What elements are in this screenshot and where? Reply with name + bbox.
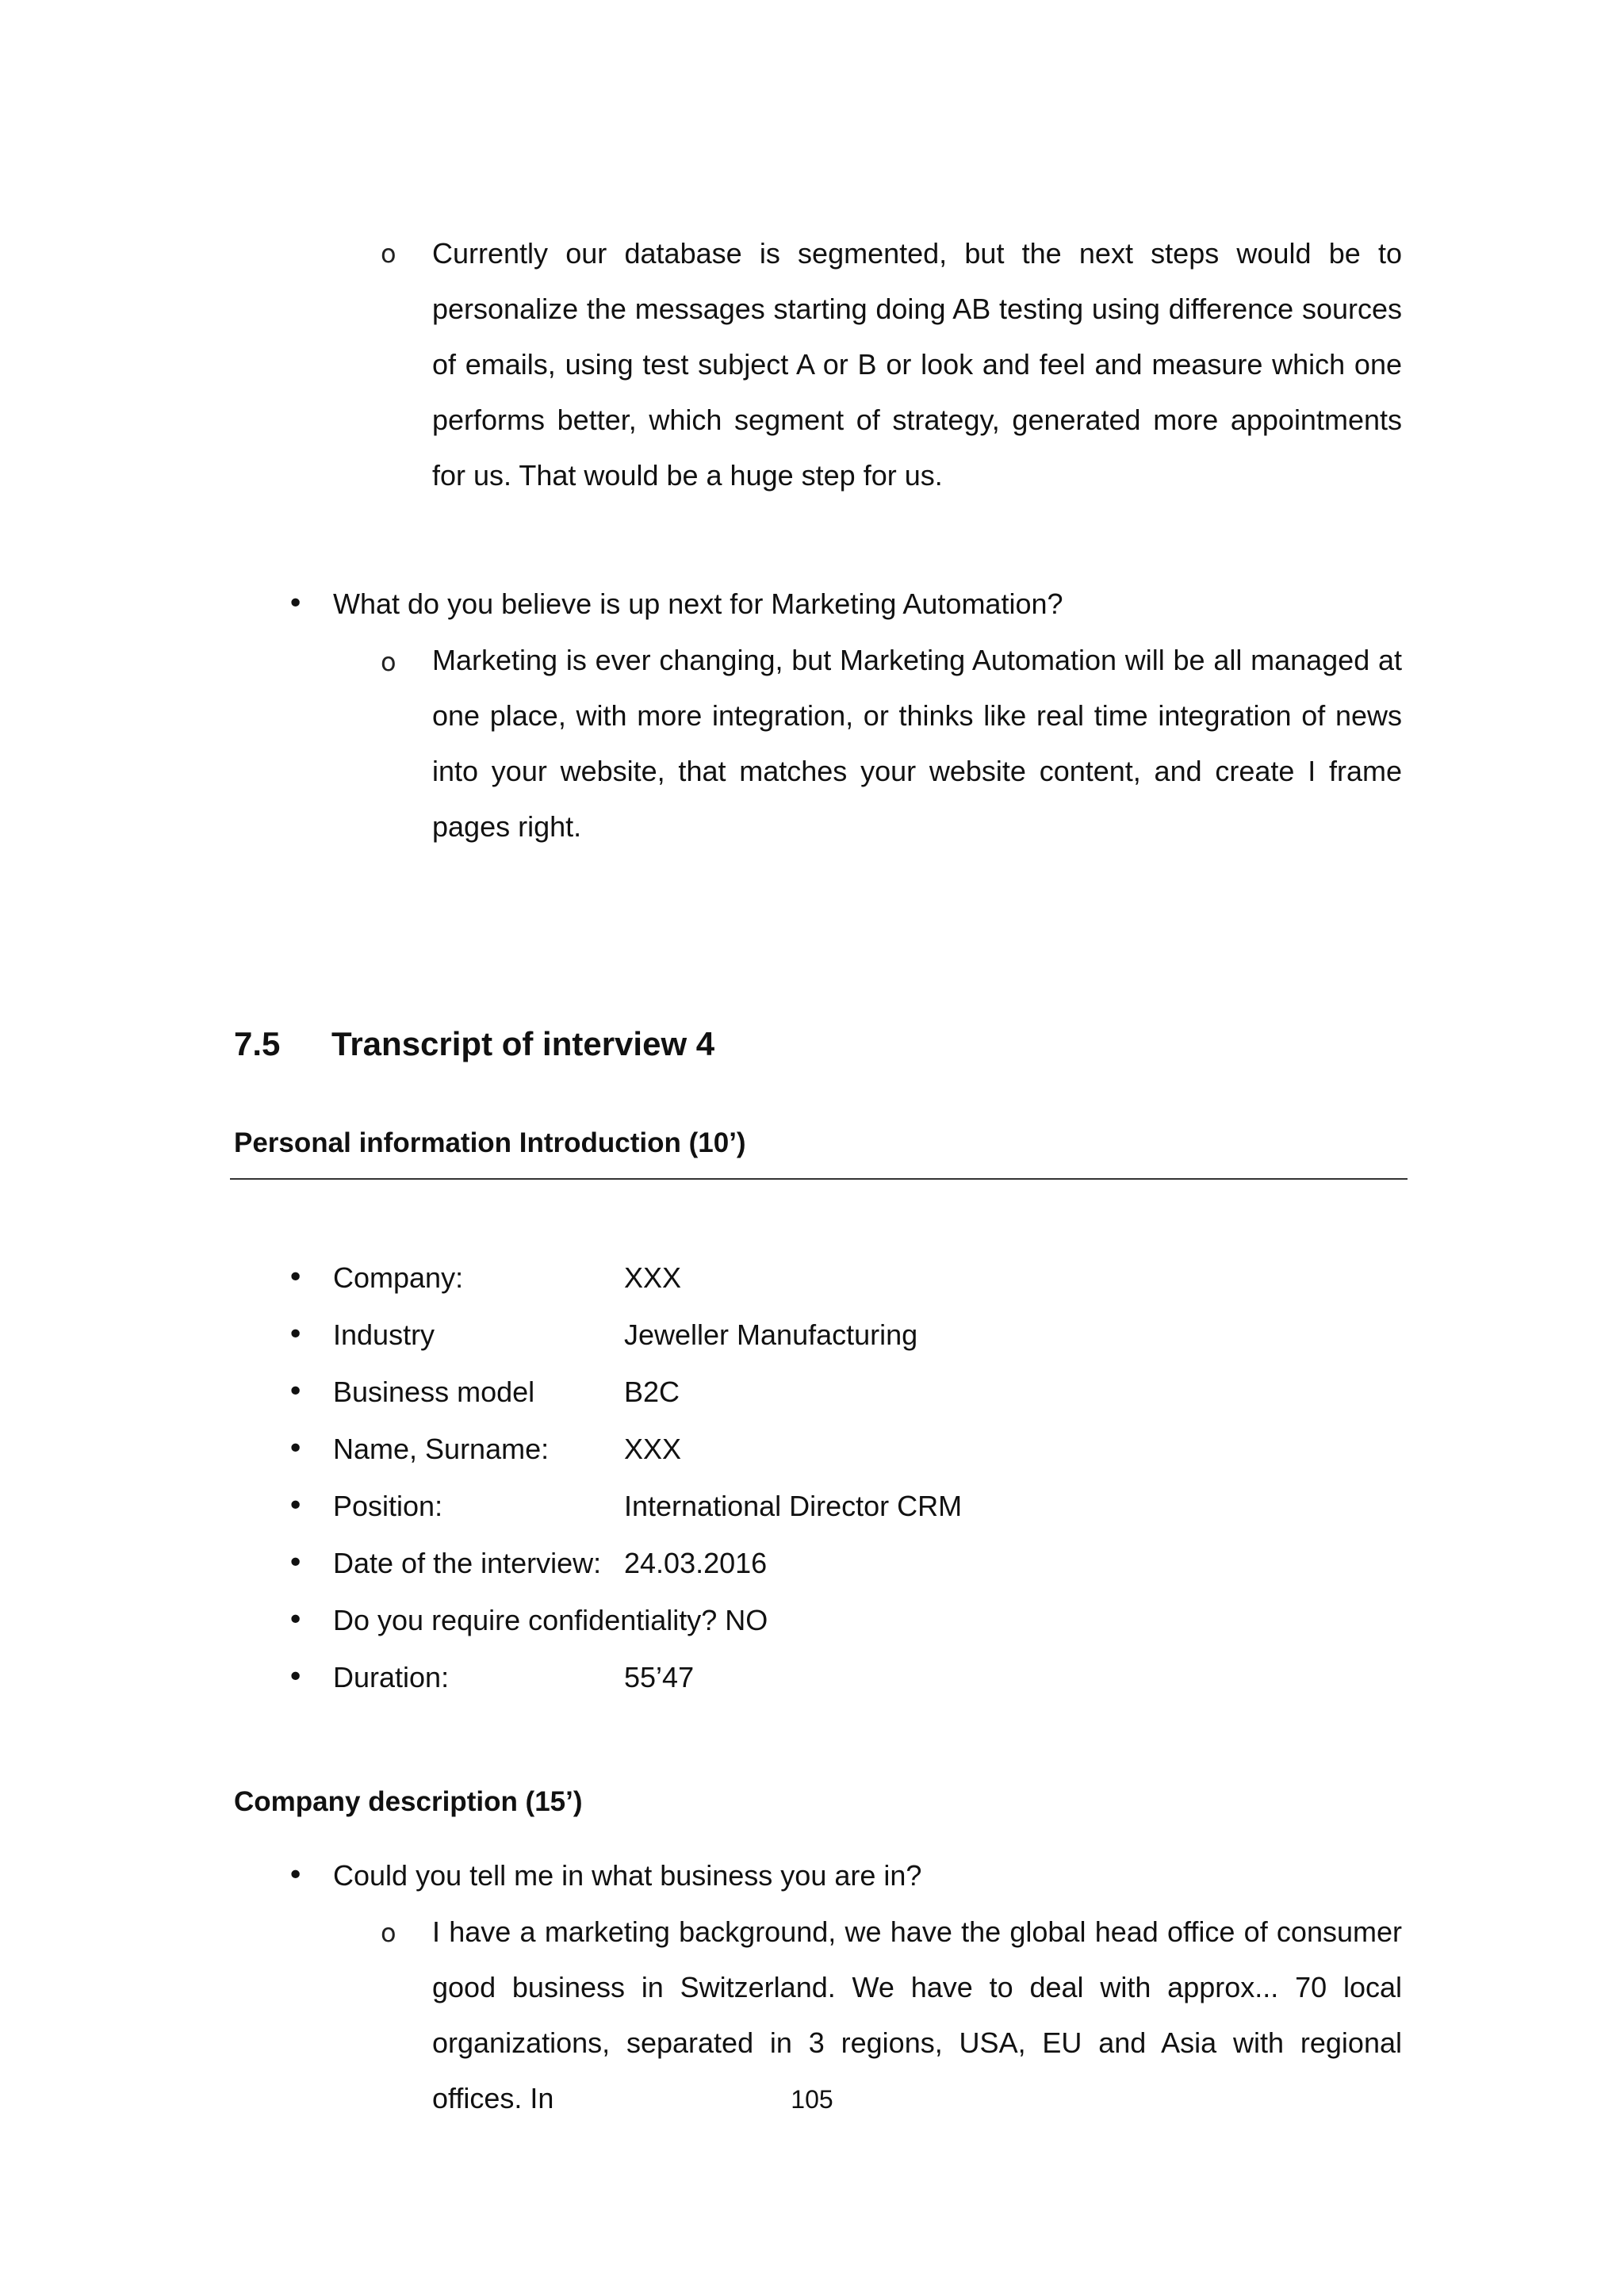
answer-paragraph: I have a marketing background, we have the global head office of consumer good business in Switzerland. We have to deal with approx... 70 local organizations, separated in 3 regions, USA, EU and Asia with regional offices. In [432, 1915, 1402, 2114]
answer-paragraph: Currently our database is segmented, but the next steps would be to personalize the messages starting doing AB testing using difference sources of emails, using test subject A or B or look and feel and measure which one performs better, which segment of strategy, generated more appointments for us. That would be a huge step for us. [432, 237, 1402, 492]
bullet-marker: • [287, 1433, 304, 1465]
question-text: What do you believe is up next for Marketing Automation? [333, 587, 1063, 620]
sub-bullet-marker: o [381, 1918, 396, 1948]
bullet-marker: • [287, 587, 304, 620]
bullet-marker: • [287, 1490, 304, 1522]
bullet-marker: • [287, 1376, 304, 1408]
bullet-marker: • [287, 1261, 304, 1294]
answer-paragraph: Marketing is ever changing, but Marketing Automation will be all managed at one place, with more integration, or thinks like real time integration of news into your website, that matches your website content, and create I frame pages right. [432, 644, 1402, 843]
info-label-confidentiality: Do you require confidentiality? NO [333, 1604, 768, 1636]
company-description-heading: Company description (15’) [234, 1786, 583, 1817]
sub-bullet-marker: o [381, 647, 396, 677]
question-text: Could you tell me in what business you are in? [333, 1859, 922, 1892]
info-value-industry: Jeweller Manufacturing [624, 1318, 918, 1351]
info-value-business-model: B2C [624, 1376, 680, 1408]
bullet-marker: • [287, 1661, 304, 1693]
info-value-name: XXX [624, 1433, 682, 1465]
info-label-name: Name, Surname: [333, 1433, 550, 1465]
info-label-industry: Industry [333, 1318, 435, 1351]
info-value-duration: 55’47 [624, 1661, 695, 1693]
info-value-date: 24.03.2016 [624, 1547, 768, 1579]
section-number: 7.5 [234, 1025, 281, 1062]
personal-info-heading: Personal information Introduction (10’) [234, 1127, 746, 1158]
bullet-marker: • [287, 1318, 304, 1351]
info-label-position: Position: [333, 1490, 443, 1522]
info-value-position: International Director CRM [624, 1490, 963, 1522]
info-value-company: XXX [624, 1261, 682, 1294]
info-label-business-model: Business model [333, 1376, 535, 1408]
section-title: Transcript of interview 4 [331, 1025, 715, 1062]
bullet-marker: • [287, 1604, 304, 1636]
info-label-company: Company: [333, 1261, 464, 1294]
page-number: 105 [791, 2085, 833, 2114]
heading-rule [230, 1178, 1408, 1180]
sub-bullet-marker: o [381, 239, 396, 269]
info-label-duration: Duration: [333, 1661, 450, 1693]
bullet-marker: • [287, 1859, 304, 1892]
bullet-marker: • [287, 1547, 304, 1579]
info-label-date: Date of the interview: [333, 1547, 602, 1579]
